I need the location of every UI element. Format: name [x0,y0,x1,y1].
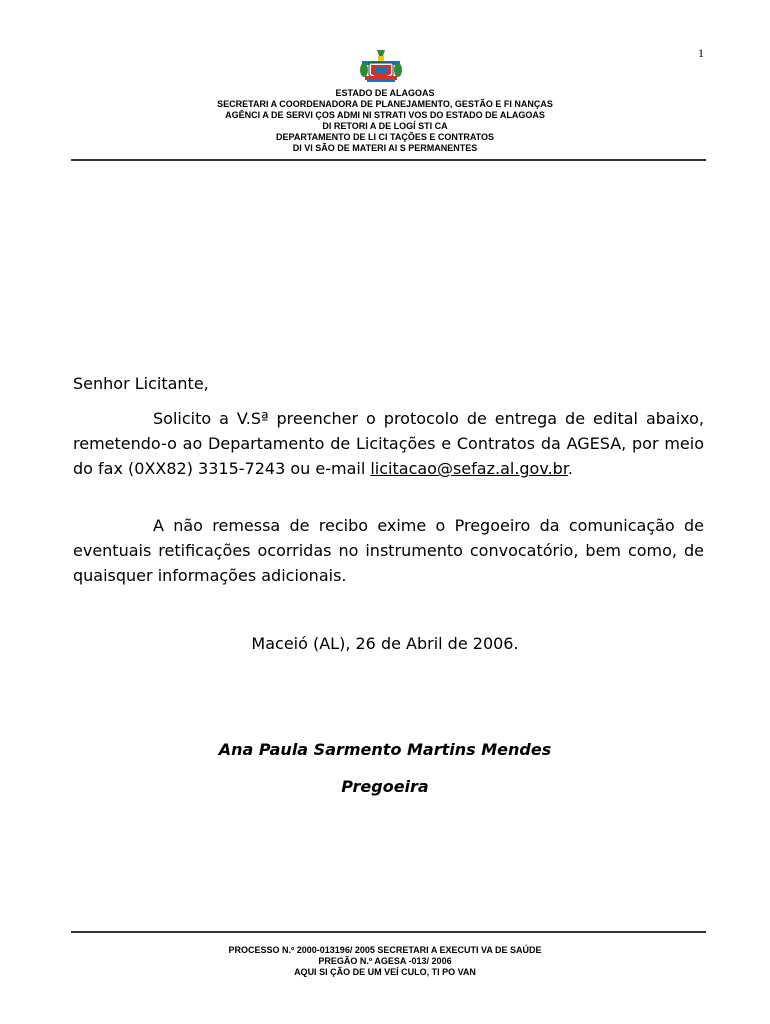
header-agency: AGÊNCI A DE SERVI ÇOS ADMI NI STRATI VOS DO ESTADO DE ALAGOAS [225,110,545,120]
state-coat-of-arms-icon [357,48,405,84]
letterhead [0,88,770,154]
footer [0,945,770,978]
paragraph-notice-text: A não remessa de recibo exime o Pregoeiro da comunicação de eventuais retificações ocorridas no instrumento convocatório, bem como, de quaisquer informações adicionais. [73,516,704,585]
paragraph-request [73,406,704,481]
header-directorate: DI RETORI A DE LOGÍ STI CA [322,121,448,131]
footer-divider [71,931,706,933]
paragraph-notice [73,513,704,588]
email-link[interactable]: licitacao@sefaz.al.gov.br [370,459,568,478]
footer-auction: PREGÃO N.º AGESA -013/ 2006 [318,956,452,966]
header-division: DI VI SÃO DE MATERI AI S PERMANENTES [292,143,478,153]
header-state: ESTADO DE ALAGOAS [335,88,435,98]
footer-process: PROCESSO N.º 2000-013196/ 2005 SECRETARI A EXECUTI VA DE SAÚDE [228,945,542,955]
header-divider [71,159,706,161]
paragraph-request-text: Solicito a V.Sª preencher o protocolo de entrega de edital abaixo, remetendo-o ao Departamento de Licitações e Contratos da AGESA, por meio do fax (0XX82) 3315-7243 ou e-mail [73,409,704,478]
page-number: 1 [698,46,704,60]
footer-acquisition: AQUI SI ÇÃO DE UM VEÍ CULO, TI PO VAN [294,967,476,977]
signer-name: Ana Paula Sarmento Martins Mendes [218,740,552,759]
salutation: Senhor Licitante, [73,374,209,393]
signer-role: Pregoeira [341,777,429,796]
date-line: Maceió (AL), 26 de Abril de 2006. [251,634,519,653]
paragraph-request-end: . [567,459,574,478]
header-department: DEPARTAMENTO DE LI CI TAÇÕES E CONTRATOS [275,132,494,142]
header-secretariat: SECRETARI A COORDENADORA DE PLANEJAMENTO, GESTÃO E FI NANÇAS [217,99,553,109]
